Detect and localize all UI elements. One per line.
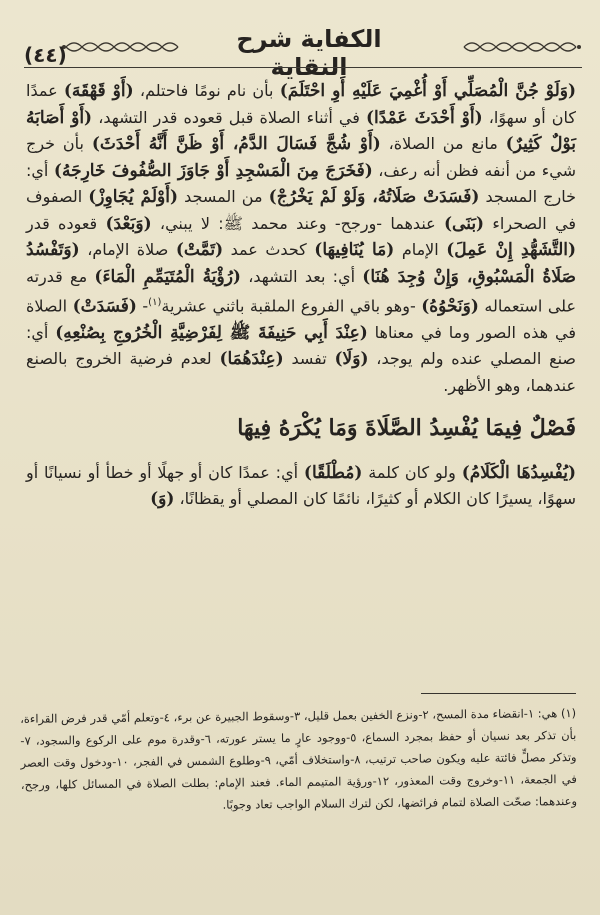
book-title: الكفاية شرح النقاية [236,25,382,81]
sharh-text: صلاة الإمام، [79,240,176,259]
sharh-text: عندهما -ورجح- وعند محمد ﷺ: لا يبني، [151,213,444,233]
matn-text: (مَا يُنَافِيهَا) [314,240,395,260]
matn-text: (أَوْ أَحْدَثَ عَمْدًا) [365,107,483,128]
footnote-1: (١) هي: ١-انقضاء مدة المسح، ٢-ونزع الخفين بعمل قليل، ٣-وسقوط الجبيرة عن برء، ٤-وتعلم أمّي قدر فرض القراءة، بأن تذكر بعد نسيان أو حفظ بمجرد السماع، ٥-ووجود عارٍ ما يستر عورته، ٦-وقدرة موم على الركوع والسجود، ٧-وتذكر مصلٍّ فائتة عليه ويكون صاحب ترتيب، ٨-واستخلاف أمّي، ٩-وطلوع الشمس في الفجر، ١٠-ودخول وقت العصر في الجمعة، ١١-وخروج وقت المعذور، ١٢-ورؤية المتيمم الماء. فعند الإمام: بطلت الصلاة في المسائل كلها، ورجح، وعندهما: صحّت الصلاة لتمام فرائضها، لكن لترك السلام الواجب تعاد وجوبًا. [20,705,578,812]
page-header [24,20,582,81]
matn-text: (فَسَدَتْ صَلَاتُهُ، وَلَوْ لَمْ يَخْرُجْ) [268,187,480,207]
sharh-text: بأن خرج شيء من أنفه فظن أنه رعف، [26,134,576,180]
page-number: (٤٤) [24,43,67,67]
matn-text: (أَوْ أَصَابَهُ بَوْلٌ كَثِيرٌ) [26,107,577,154]
matn-text: (مُطْلَقًا) [303,462,363,483]
sharh-text: مانع من الصلاة، [380,134,506,153]
matn-text: (أَوْ شُجَّ فَسَالَ الدَّمُ، أَوْ ظَنَّ أَنَّهُ أَحْدَثَ) [91,134,381,154]
sharh-text: في أثناء الصلاة قبل قعوده قدر التشهد، [92,107,366,127]
sharh-text: مع قدرته على استعماله [26,266,577,316]
matn-text: (وَنَحْوُهُ) [421,296,479,317]
matn-text: (فَخَرَجَ مِنَ الْمَسْجِدِ أَوْ جَاوَزَ الصُّفُوفَ خَارِجَهُ) [53,160,373,181]
sharh-text: - [136,296,149,316]
sharh-text: الصفوف في الصحراء [26,187,576,233]
sharh-text: الإمام [394,240,447,259]
matn-text: (وَتَفْسُدُ صَلَاةُ الْمَسْبُوقِ، وَإِنْ وُجِدَ هُنَا) [26,240,576,287]
sharh-text: أي: عمدًا كان أو جهلًا أو خطأ أو نسيانًا أو سهوًا، يسيرًا كان الكلام أو كثيرًا، نائمًا كان المصلي أو يقظانًا، [26,462,576,509]
sharh-text: أي: صنع المصلي عنده ولم يوجد، [26,322,577,369]
footnote-separator [421,693,576,694]
header-rule [24,67,582,68]
section-heading: فَصْلٌ فِيمَا يُفْسِدُ الصَّلَاةَ وَمَا يُكْرَهُ فِيهَا [237,415,576,442]
sharh-text: -وهو باقي الفروع الملقبة باثني عشرية [161,296,422,316]
sharh-text: ولو كان كلمة [362,462,462,482]
matn-text: (تَمَّتْ) [175,240,224,260]
sharh-text: الصلاة في هذه الصور وما في معناها [26,296,576,342]
matn-text: (عِنْدَهُمَا) [219,349,284,370]
matn-text: (وَ) [150,489,175,510]
sharh-text: لعدم فرضية الخروج بالصنع عندهما، وهو الأظهر. [26,349,576,395]
header-ornament-left [60,37,180,57]
sharh-text: من المسجد [178,187,269,206]
matn-text: (أَوْلَمْ يُجَاوِزْ) [88,187,179,207]
sharh-text: بأن نام نومًا فاحتلم، [133,81,280,100]
paragraph-1 [26,78,576,399]
sharh-text: تفسد [283,349,335,369]
matn-text: (وَلَا) [334,349,369,370]
matn-text: (بَنَى) [443,213,485,234]
sharh-text: أي: خارج المسجد [26,160,576,206]
matn-text: (يُفْسِدُهَا الْكَلَامُ) [461,462,577,483]
main-text [26,78,576,513]
sharh-text: كحدث عمد [223,240,315,259]
footnote-reference: (١) [148,297,162,308]
sharh-text: أي: بعد التشهد، [240,266,363,286]
sharh-text: قعوده قدر [26,213,106,233]
matn-text: (وَبَعْدَ) [105,213,152,234]
matn-text: (عِنْدَ أَبِي حَنِيفَةَ ﷺ لِفَرْضِيَّةِ الْخُرُوجِ بِصُنْعِهِ) [55,322,368,343]
matn-text: (التَّشَهُّدِ إِنْ عَمِلَ) [446,240,577,260]
header-ornament-right [462,37,582,57]
paragraph-2 [26,460,576,513]
matn-text: (أَوْ قَهْقَهَ) [63,81,134,101]
matn-text: (رُؤْيَةُ الْمُتَيَمِّمِ الْمَاءَ) [94,266,241,287]
matn-text: (فَسَدَتْ) [72,296,137,317]
footnotes [20,702,577,818]
matn-text: (وَلَوْ جُنَّ الْمُصَلِّي أَوْ أُغْمِيَ عَلَيْهِ أَوِ احْتَلَمَ) [279,81,577,101]
sharh-text: عمدًا كان أو سهوًا، [26,81,577,127]
